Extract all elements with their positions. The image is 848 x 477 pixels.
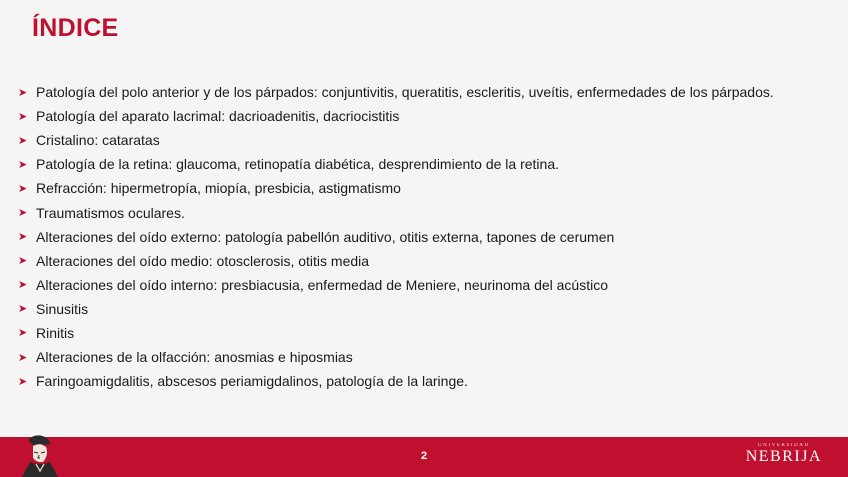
list-item-text: Sinusitis (36, 300, 89, 317)
chevron-right-icon: ➤ (18, 134, 28, 147)
list-item-text: Faringoamigdalitis, abscesos periamigdalinos, patología de la laringe. (36, 373, 468, 390)
list-item (18, 200, 774, 224)
list-item (18, 128, 774, 152)
chevron-right-icon: ➤ (18, 182, 28, 195)
footer-bar (0, 437, 848, 477)
chevron-right-icon: ➤ (18, 86, 28, 99)
index-list (18, 80, 774, 393)
list-item (18, 321, 774, 345)
slide-title: ÍNDICE (32, 14, 119, 42)
brand-subtitle: UNIVERSIDAD (757, 443, 810, 448)
list-item-text: Alteraciones del oído interno: presbiacusia, enfermedad de Meniere, neurinoma del acústico (36, 276, 609, 293)
list-item-text: Patología de la retina: glaucoma, retinopatía diabética, desprendimiento de la retina. (36, 156, 560, 173)
chevron-right-icon: ➤ (18, 231, 28, 244)
list-item-text: Refracción: hipermetropía, miopía, presbicia, astigmatismo (36, 180, 401, 197)
list-item (18, 176, 774, 200)
chevron-right-icon: ➤ (18, 279, 28, 292)
chevron-right-icon: ➤ (18, 351, 28, 364)
chevron-right-icon: ➤ (18, 303, 28, 316)
university-logo (746, 443, 822, 466)
chevron-right-icon: ➤ (18, 110, 28, 123)
list-item (18, 345, 774, 369)
list-item-text: Alteraciones del oído medio: otosclerosis, otitis media (36, 252, 370, 269)
list-item (18, 297, 774, 321)
chevron-right-icon: ➤ (18, 255, 28, 268)
list-item-text: Traumatismos oculares. (36, 204, 185, 221)
list-item (18, 249, 774, 273)
list-item-text: Patología del aparato lacrimal: dacrioadenitis, dacriocistitis (36, 108, 400, 125)
chevron-right-icon: ➤ (18, 207, 28, 220)
list-item (18, 104, 774, 128)
list-item-text: Cristalino: cataratas (36, 132, 160, 149)
list-item (18, 273, 774, 297)
chevron-right-icon: ➤ (18, 375, 28, 388)
brand-name: NEBRIJA (745, 448, 822, 465)
list-item (18, 225, 774, 249)
chevron-right-icon: ➤ (18, 158, 28, 171)
page-number: 2 (420, 450, 428, 462)
list-item (18, 152, 774, 176)
list-item (18, 369, 774, 393)
list-item-text: Alteraciones de la olfacción: anosmias e hiposmias (36, 349, 353, 366)
chevron-right-icon: ➤ (18, 327, 28, 340)
list-item (18, 80, 774, 104)
list-item-text: Alteraciones del oído externo: patología pabellón auditivo, otitis externa, tapones de cerumen (36, 228, 615, 245)
list-item-text: Patología del polo anterior y de los párpados: conjuntivitis, queratitis, escleritis, uveítis, enfermedades de los párpados. (36, 84, 774, 101)
list-item-text: Rinitis (36, 324, 75, 341)
